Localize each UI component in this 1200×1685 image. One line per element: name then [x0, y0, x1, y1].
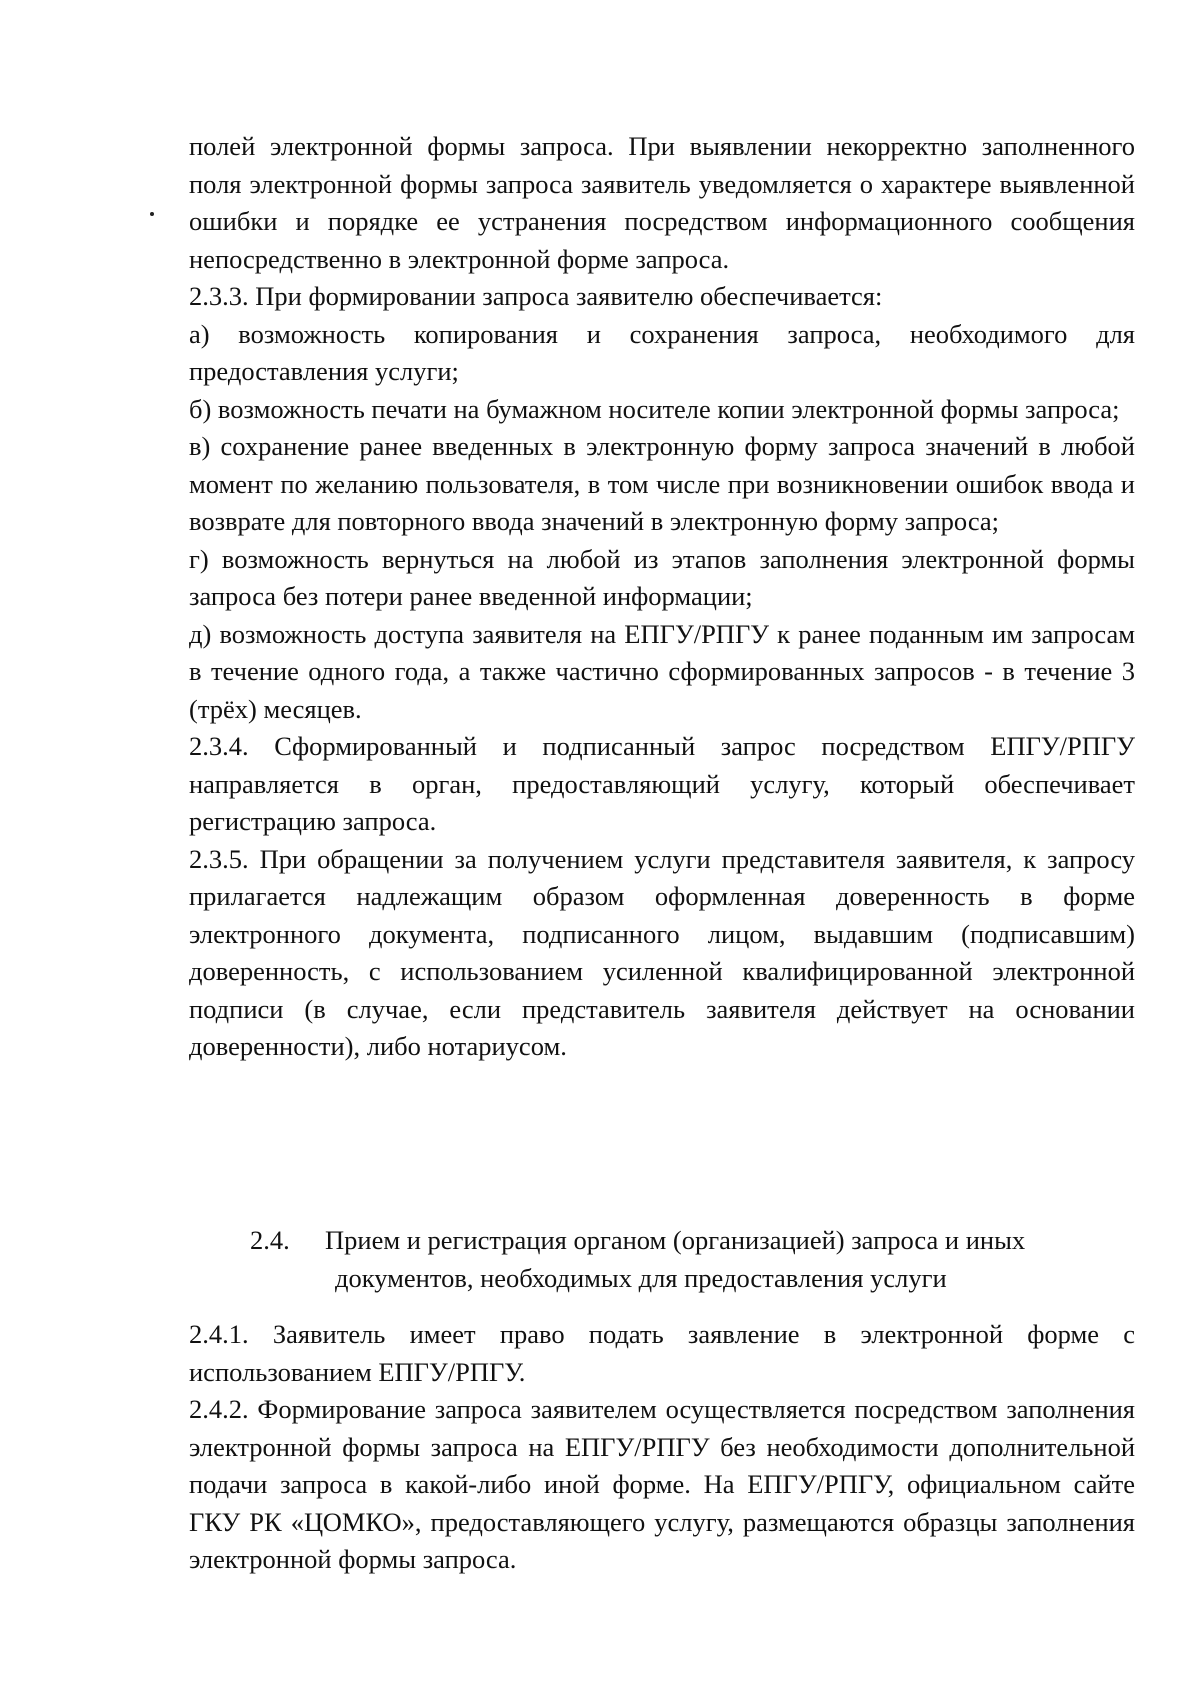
section-number: 2.4. — [250, 1225, 290, 1255]
list-item-d: д) возможность доступа заявителя на ЕПГУ/РПГУ к ранее поданным им запросам в течение одного года, а также частично сформированных запросов - в течение 3 (трёх) месяцев. — [189, 618, 1135, 724]
paragraph-2-4-1: 2.4.1. Заявитель имеет право подать заявление в электронной форме с использованием ЕПГУ/РПГУ. — [189, 1319, 1135, 1387]
paragraph-form-validation: полей электронной формы запроса. При выявлении некорректно заполненного поля электронной формы запроса заявитель уведомляется о характере выявленной ошибки и порядке ее устранения посредством информационного сообщения непосредственно в электронной форме запроса. — [189, 131, 1135, 274]
paragraph-2-3-5: 2.3.5. При обращении за получением услуги представителя заявителя, к запросу прилагается надлежащим образом оформленная доверенность в форме электронного документа, подписанного лицом, выдавшим (подписавшим) доверенность, с использованием усиленной квалифицированной электронной подписи (в случае, если представитель заявителя действует на основании доверенности), либо нотариусом. — [189, 843, 1135, 1061]
section-heading-2-4 — [250, 1222, 1150, 1297]
list-item-v: в) сохранение ранее введенных в электронную форму запроса значений в любой момент по желанию пользователя, в том числе при возникновении ошибок ввода и возврате для повторного ввода значений в электронную форму запроса; — [189, 431, 1135, 536]
scan-artifact-dot — [150, 212, 154, 216]
list-item-g: г) возможность вернуться на любой из этапов заполнения электронной формы запроса без потери ранее введенной информации; — [189, 543, 1135, 611]
section-title-part-2: документов, необходимых для предоставления услуги — [335, 1262, 947, 1293]
paragraph-2-4-2: 2.4.2. Формирование запроса заявителем осуществляется посредством заполнения электронной формы запроса на ЕПГУ/РПГУ без необходимости дополнительной подачи запроса в какой-либо иной форме. На ЕПГУ/РПГУ, официальном сайте ГКУ РК «ЦОМКО», предоставляющего услугу, размещаются образцы заполнения электронной формы запроса. — [189, 1394, 1135, 1574]
paragraph-2-3-3: 2.3.3. При формировании запроса заявителю обеспечивается: — [189, 281, 883, 311]
text-block-2-4 — [189, 1316, 1135, 1579]
section-heading-line-1 — [250, 1222, 1150, 1260]
section-title-part-1: Прием и регистрация органом (организацией) запроса и иных — [325, 1225, 1026, 1255]
text-block-2-3 — [189, 128, 1135, 1066]
paragraph-2-3-4: 2.3.4. Сформированный и подписанный запрос посредством ЕПГУ/РПГУ направляется в орган, предоставляющий услугу, который обеспечивает регистрацию запроса. — [189, 731, 1135, 836]
list-item-b: б) возможность печати на бумажном носителе копии электронной формы запроса; — [189, 393, 1120, 424]
list-item-a: а) возможность копирования и сохранения запроса, необходимого для предоставления услуги; — [189, 318, 1135, 386]
